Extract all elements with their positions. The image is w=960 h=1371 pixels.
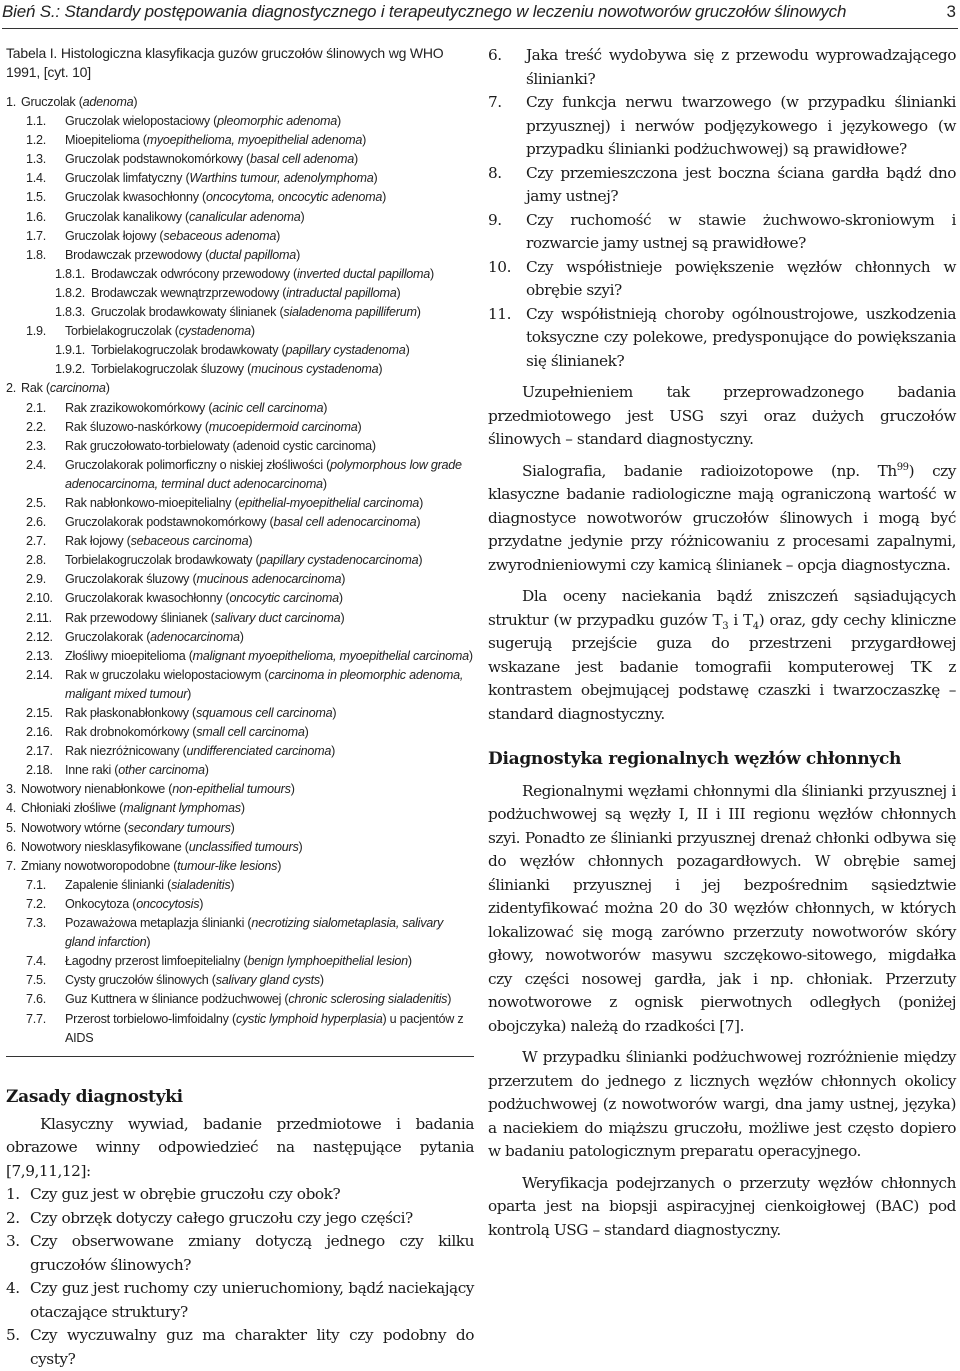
question-item — [488, 256, 956, 303]
table-row-number: 7.7. — [26, 1011, 47, 1026]
question-text: Czy współistnieją choroby ogólnoustrojowe, uszkodzenia toksyczne czy polekowe, predysponujące do powiększania się ślinianek? — [526, 304, 956, 370]
question-number: 11. — [488, 304, 511, 323]
table-row — [6, 418, 474, 437]
table-row-number: 1.2. — [26, 133, 47, 148]
table-row — [6, 208, 474, 227]
table-row-number: 2.16. — [26, 725, 53, 740]
question-item — [488, 162, 956, 209]
table-row-text: Gruczolak wielopostaciowy (pleomorphic adenoma) — [65, 114, 341, 129]
table-row-text: Rak gruczołowato-torbielowaty (adenoid cystic carcinoma) — [65, 438, 376, 453]
table-row — [6, 551, 474, 570]
table-row-text: Gruczolak kanalikowy (canalicular adenoma) — [65, 209, 305, 224]
section-heading-lymph-nodes: Diagnostyka regionalnych węzłów chłonnych — [488, 749, 902, 769]
table-row-number: 2.3. — [26, 438, 47, 453]
table-row — [6, 131, 474, 150]
question-number: 8. — [488, 163, 502, 182]
table-row — [6, 780, 474, 799]
table-row-text: Brodawczak wewnątrzprzewodowy (intraductal papilloma) — [91, 285, 401, 300]
question-text: Czy guz jest ruchomy czy unieruchomiony, bądź naciekający otaczające struktury? — [30, 1279, 474, 1321]
table-row-number: 7.2. — [26, 896, 47, 911]
table-row-number: 2.5. — [26, 495, 47, 510]
question-text: Czy ruchomość w stawie żuchwowo-skroniowym i rozwarcie jamy ustnej są prawidłowe? — [526, 210, 956, 252]
table-row-number: 2.11. — [26, 610, 52, 625]
question-number: 5. — [6, 1326, 20, 1345]
table-caption: Tabela I. Histologiczna klasyfikacja guzów gruczołów ślinowych wg WHO 1991, [cyt. 10] — [6, 45, 444, 80]
table-row-number: 2.15. — [26, 706, 53, 720]
paragraph-verification: Weryfikacja podejrzanych o przerzuty węzłów chłonnych oparta jest na biopsji aspiracyjnej cienkoigłowej (BAC) pod kontrolą USG – standard diagnostyczny. — [488, 1173, 956, 1239]
table-row — [6, 1010, 474, 1048]
table-row-number: 3. — [6, 782, 17, 797]
table-row — [6, 742, 474, 761]
paragraph-usg: Uzupełnieniem tak przeprowadzonego badania przedmiotowego jest USG szyi oraz dużych gruczołów ślinowych – standard diagnostyczny. — [488, 383, 956, 448]
question-number: 7. — [488, 93, 502, 111]
table-row-number: 4. — [6, 801, 17, 816]
table-row — [6, 647, 474, 666]
table-row — [6, 990, 474, 1009]
table-row-text: Onkocytoza (oncocytosis) — [65, 896, 204, 911]
question-list-left — [6, 1183, 474, 1371]
table-row-number: 2.2. — [26, 419, 47, 434]
question-text: Czy wyczuwalny guz ma charakter lity czy podobny do cysty? — [30, 1326, 474, 1368]
table-row-text: Pozaważowa metaplazja ślinianki (necrotizing sialometaplasia, salivary gland infarction) — [65, 916, 444, 950]
table-row — [6, 456, 474, 494]
table-row-number: 2.14. — [26, 667, 53, 682]
question-number: 6. — [488, 46, 502, 64]
table-row — [6, 609, 474, 628]
table-row-number: 7.6. — [26, 992, 47, 1007]
question-item — [6, 1207, 474, 1231]
table-row-number: 6. — [6, 839, 17, 854]
table-row-number: 1.7. — [26, 228, 47, 243]
table-row-number: 1.9.2. — [55, 362, 86, 377]
table-row — [6, 589, 474, 608]
table-row-text: Łagodny przerost limfoepitelialny (benign lymphoepithelial lesion) — [65, 954, 412, 969]
table-row-text: Mioepitelioma (myoepithelioma, myoepithelial adenoma) — [65, 133, 367, 148]
table-row — [6, 399, 474, 418]
table-row-text: Gruczolak brodawkowaty ślinianek (sialadenoma papilliferum) — [91, 305, 421, 320]
table-row-number: 2.13. — [26, 648, 53, 663]
table-row — [6, 761, 474, 780]
table-row-text: Brodawczak przewodowy (ductal papilloma) — [65, 247, 301, 262]
table-row-number: 2.8. — [26, 553, 47, 568]
table-row — [6, 857, 474, 876]
question-item — [6, 1277, 474, 1324]
table-row — [6, 704, 474, 723]
question-number: 9. — [488, 210, 502, 229]
table-row-text: Torbielakogruczolak brodawkowaty (papillary cystadenocarcinoma) — [65, 553, 423, 568]
table-row-text: Brodawczak odwrócony przewodowy (inverted ductal papilloma) — [91, 266, 434, 281]
question-item — [488, 44, 956, 91]
table-row-number: 7.4. — [26, 954, 47, 969]
table-row-number: 1.9. — [26, 324, 47, 339]
question-text: Czy współistnieje powiększenie węzłów chłonnych w obrębie szyi? — [526, 257, 956, 299]
table-row-text: Torbielakogruczolak brodawkowaty (papillary cystadenoma) — [91, 343, 410, 358]
table-row — [6, 303, 474, 322]
table-row-text: Torbielakogruczolak (cystadenoma) — [65, 324, 255, 339]
subscript-t3: 3 — [722, 620, 729, 632]
left-column — [6, 44, 474, 1371]
section-heading-diagnostics: Zasady diagnostyki — [6, 1086, 183, 1107]
table-row-number: 5. — [6, 820, 17, 835]
diagnostics-intro: Klasyczny wywiad, badanie przedmiotowe i badania obrazowe winny odpowiedzieć na następujące pytania [7,9,11,12]: — [6, 1114, 474, 1180]
table-row — [6, 628, 474, 647]
table-row — [6, 723, 474, 742]
table-row — [6, 188, 474, 207]
table-row-number: 7.5. — [26, 973, 47, 988]
question-item — [6, 1183, 474, 1207]
table-row-number: 1.8.2. — [55, 285, 86, 300]
table-row-text: Guz Kuttnera w śliniance podżuchwowej (chronic sclerosing sialadenitis) — [65, 992, 452, 1007]
table-row-text: Rak zrazikowokomórkowy (acinic cell carcinoma) — [65, 400, 328, 415]
table-row — [6, 799, 474, 818]
superscript-99: 99 — [896, 461, 909, 473]
question-text: Czy przemieszczona jest boczna ściana gardła bądź dno jamy ustnej? — [526, 163, 956, 205]
table-row-text: Rak śluzowo-naskórkowy (mucoepidermoid carcinoma) — [65, 419, 362, 434]
table-row — [6, 360, 474, 379]
table-row — [6, 93, 474, 112]
table-row-number: 1.3. — [26, 152, 47, 167]
table-row — [6, 494, 474, 513]
table-row-number: 2.12. — [26, 629, 53, 644]
page-number: 3 — [946, 2, 956, 21]
question-number: 3. — [6, 1232, 20, 1251]
table-row-text: Inne raki (other carcinoma) — [65, 763, 209, 778]
table-row-text: Torbielakogruczolak śluzowy (mucinous cystadenoma) — [91, 362, 383, 377]
table-row — [6, 914, 474, 952]
question-number: 4. — [6, 1279, 20, 1298]
table-row-text: Nowotwory niesklasyfikowane (unclassified tumours) — [21, 839, 303, 854]
question-text: Czy guz jest w obrębie gruczołu czy obok? — [30, 1185, 341, 1204]
table-row-text: Rak płaskonabłonkowy (squamous cell carcinoma) — [65, 706, 337, 720]
paragraph-submandibular: W przypadku ślinianki podżuchwowej rozróżnienie między przerzutem do jednego z licznych węzłów chłonnych okolicy podżuchwowej (z nowotworów wargi, dna jamy ustnej, języka) a naciekiem do miąższu gruczołu, możliwe jest często dopiero w badaniu patologicznym preparatu operacyjnego. — [488, 1048, 956, 1160]
table-row-text: Gruczolak kwasochłonny (oncocytoma, oncocytic adenoma) — [65, 190, 387, 205]
table-row-number: 2.6. — [26, 515, 47, 530]
table-row — [6, 952, 474, 971]
question-number: 1. — [6, 1185, 20, 1204]
table-row-number: 7.1. — [26, 877, 47, 892]
table-row-text: Rak (carcinoma) — [21, 381, 110, 396]
question-text: Czy obrzęk dotyczy całego gruczołu czy jego części? — [30, 1208, 413, 1227]
table-row — [6, 838, 474, 857]
question-number: 10. — [488, 257, 511, 276]
question-item — [6, 1324, 474, 1371]
table-row — [6, 876, 474, 895]
question-item — [488, 91, 956, 162]
table-row-text: Gruczolakorak kwasochłonny (oncocytic carcinoma) — [65, 591, 343, 606]
table-row-text: Rak drobnokomórkowy (small cell carcinoma) — [65, 725, 309, 740]
table-row-text: Rak w gruczolaku wielopostaciowym (carcinoma in pleomorphic adenoma, maligant mixed tumour) — [65, 667, 464, 701]
table-row-text: Gruczolak limfatyczny (Warthins tumour, adenolymphoma) — [65, 171, 378, 186]
table-row-text: Złośliwy mioepitelioma (malignant myoepithelioma, myoepithelial carcinoma) — [65, 648, 473, 663]
classification-table — [6, 93, 474, 1048]
table-row — [6, 169, 474, 188]
right-column — [488, 44, 956, 1242]
table-row-number: 2.1. — [26, 400, 47, 415]
table-row-text: Gruczolak podstawnokomórkowy (basal cell adenoma) — [65, 152, 358, 167]
table-row-text: Gruczolak (adenoma) — [21, 95, 138, 109]
table-row-text: Chłoniaki złośliwe (malignant lymphomas) — [21, 801, 245, 816]
table-row-number: 2.18. — [26, 763, 53, 778]
table-row — [6, 819, 474, 838]
table-row — [6, 265, 474, 284]
table-row — [6, 379, 474, 398]
question-text: Jaka treść wydobywa się z przewodu wyprowadzającego ślinianki? — [526, 46, 956, 88]
table-row-text: Rak przewodowy ślinianek (salivary duct carcinoma) — [65, 610, 345, 625]
table-row — [6, 895, 474, 914]
table-row-number: 1.8. — [26, 247, 47, 262]
table-row-number: 1. — [6, 95, 17, 109]
table-row-number: 1.5. — [26, 190, 47, 205]
table-row-text: Gruczolak łojowy (sebaceous adenoma) — [65, 228, 281, 243]
table-row-text: Rak łojowy (sebaceous carcinoma) — [65, 534, 253, 549]
table-row-number: 2. — [6, 381, 17, 396]
table-row — [6, 437, 474, 456]
paragraph-sialography: Sialografia, badanie radioizotopowe (np. Th$^{99}$) czy klasyczne badanie radiologiczne mają ograniczoną wartość w diagnostyce nowotworów gruczołów ślinowych i mogą być przydatne jedynie przy różnicowaniu z procesami zapalnymi, zwyrodnieniowymi czy kamicą ślinianek – opcja diagnostyczna. — [488, 461, 956, 574]
table-row-text: Gruczolakorak polimorficzny o niskiej złośliwości (polymorphous low grade adenocarcinoma, terminal duct adenocarcinoma) — [65, 457, 462, 491]
table-row-text: Nowotwory nienabłonkowe (non-epithelial tumours) — [21, 782, 295, 797]
table-row-number: 2.7. — [26, 534, 47, 549]
question-list-right — [488, 44, 956, 373]
table-row-text: Gruczolakorak śluzowy (mucinous adenocarcinoma) — [65, 572, 346, 587]
running-header — [2, 0, 958, 29]
table-row-number: 1.8.1. — [55, 266, 86, 281]
table-row — [6, 150, 474, 169]
table-row — [6, 341, 474, 360]
table-row-number: 1.9.1. — [55, 343, 86, 358]
paragraph-regional-nodes: Regionalnymi węzłami chłonnymi dla ślinianki przyusznej i podżuchwowej są węzły I, II i III regionu węzłów chłonnych szyi. Ponadto ze ślinianki przyusznej drenaż chłonki odbywa się do węzłów chłonnych pozagardłowych. W obrębie samej ślinianki przyusznej i jej bezpośrednim sąsiedztwie zidentyfikować można 20 do 30 węzłów chłonnych, w których lokalizować się mogą zarówno przerzuty nowotworów skóry głowy, nowotworów masywu szczękowo-sitowego, migdałka czy części nosowej gardła, jak i np. chłoniak. Przerzuty nowotworowe z ognisk pierwotnych odległych (poniżej obojczyka) należą do rzadkości [7]. — [488, 781, 956, 1035]
table-row-text: Zmiany nowotworopodobne (tumour-like lesions) — [21, 858, 282, 873]
question-number: 2. — [6, 1208, 20, 1227]
table-row — [6, 570, 474, 589]
table-row-number: 1.1. — [26, 114, 47, 129]
question-text: Czy obserwowane zmiany dotyczą jednego czy kilku gruczołów ślinowych? — [30, 1232, 474, 1274]
table-row — [6, 666, 474, 704]
table-row-number: 2.10. — [26, 591, 53, 606]
table-row-number: 1.8.3. — [55, 305, 86, 320]
table-row-number: 1.4. — [26, 171, 47, 186]
table-row-number: 7.3. — [26, 916, 47, 931]
table-row — [6, 322, 474, 341]
table-row — [6, 227, 474, 246]
table-row-text: Nowotwory wtórne (secondary tumours) — [21, 820, 235, 835]
running-title: Bień S.: Standardy postępowania diagnostycznego i terapeutycznego w leczeniu nowotworów gruczołów ślinowych — [2, 2, 847, 21]
paragraph-ct: Dla oceny naciekania bądź zniszczeń sąsiadujących struktur (w przypadku guzów $T_3$ i $T_4$) oraz, gdy cechy kliniczne sugerują przejście guza do przestrzeni przygardłowej wskazane jest badanie tomografii komputerowej TK z kontrastem obejmującej podstawę czaszki i twarzoczaszkę – standard diagnostyczny. — [488, 587, 956, 723]
table-row — [6, 284, 474, 303]
table-row-text: Gruczolakorak podstawnokomórkowy (basal cell adenocarcinoma) — [65, 515, 421, 530]
table-row-text: Rak nabłonkowo-mioepitelialny (epithelial-myoepithelial carcinoma) — [65, 495, 424, 510]
table-row-text: Zapalenie ślinianki (sialadenitis) — [65, 877, 235, 892]
table-row-number: 1.6. — [26, 209, 47, 224]
table-row-text: Przerost torbielowo-limfoidalny (cystic lymphoid hyperplasia) u pacjentów z AIDS — [65, 1011, 464, 1045]
table-row-text: Rak niezróżnicowany (undifferenciated carcinoma) — [65, 744, 336, 759]
table-row-text: Gruczolakorak (adenocarcinoma) — [65, 629, 244, 644]
table-row-text: Cysty gruczołów ślinowych (salivary gland cysts) — [65, 973, 324, 988]
table-row — [6, 112, 474, 131]
table-row-number: 2.4. — [26, 457, 47, 472]
question-item — [488, 209, 956, 256]
subscript-t4: 4 — [752, 620, 759, 632]
question-item — [488, 303, 956, 374]
table-row-number: 2.17. — [26, 744, 53, 759]
table-row — [6, 971, 474, 990]
table-row-number: 7. — [6, 858, 17, 873]
table-row — [6, 532, 474, 551]
question-item — [6, 1230, 474, 1277]
table-row — [6, 513, 474, 532]
table-row — [6, 246, 474, 265]
table-row-number: 2.9. — [26, 572, 47, 587]
question-text: Czy funkcja nerwu twarzowego (w przypadku ślinianki przyusznej) i nerwów podjęzykowego i językowego (w przypadku ślinianki podżuchwowej) są prawidłowe? — [526, 93, 956, 158]
